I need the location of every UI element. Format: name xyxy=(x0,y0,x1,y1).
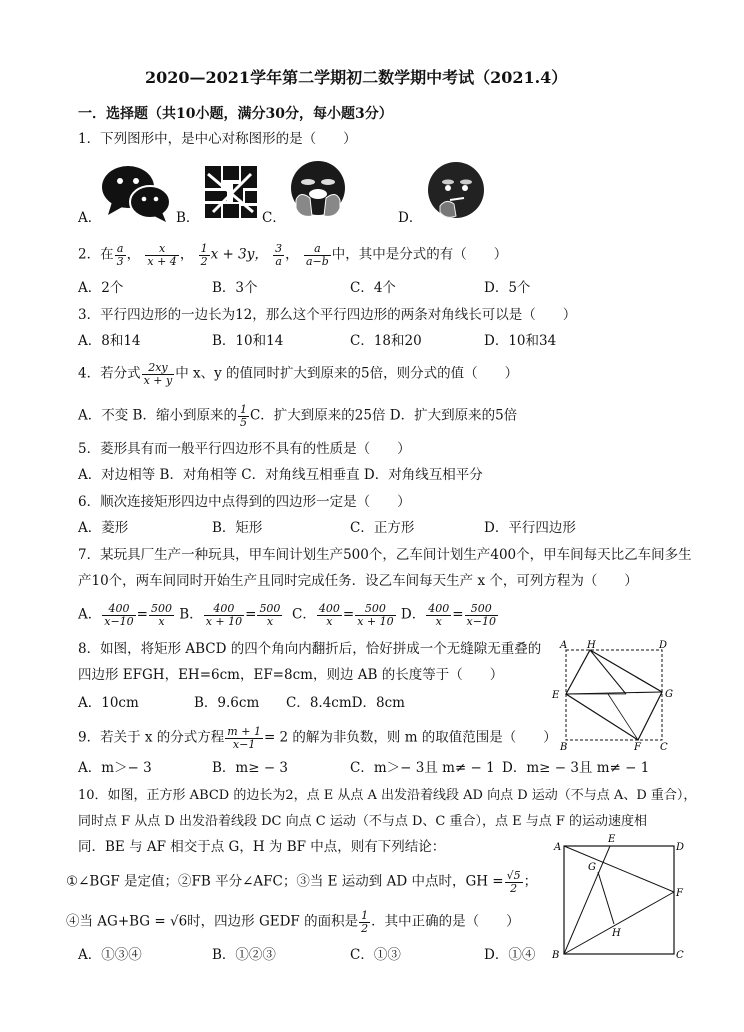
q10-option-a: A．①③④ xyxy=(78,947,142,963)
label-c: C xyxy=(660,742,668,753)
q8-option-a: A．10cm xyxy=(78,695,139,711)
q10-option-d: D．①④ xyxy=(484,947,536,963)
q2-option-c: C．4个 xyxy=(350,280,396,296)
q2-option-b: B．3个 xyxy=(212,280,258,296)
emoji-thinking-face-icon xyxy=(426,160,486,222)
line-bf xyxy=(564,892,674,954)
label-e: E xyxy=(608,834,616,845)
q10-square-figure xyxy=(548,832,688,962)
q8-line2: 四边形 EFGH，EH=6cm，EF=8cm，则边 AB 的长度等于（ ） xyxy=(78,667,504,683)
q1-option-d: D． xyxy=(398,210,423,226)
label-g: G xyxy=(588,862,596,873)
q4-options: A．不变 B．缩小到原来的 $\frac{1}{5}$ C．扩大到原来的25倍 D．扩大到原来的5倍 xyxy=(78,403,518,429)
q9-option-c: C．m＞− 3且 m≠ − 1 xyxy=(350,760,495,776)
q7-line1: 7．某玩具厂生产一种玩具，甲车间计划生产500个，乙车间计划生产400个，甲车间每天比乙车间多生 xyxy=(78,547,692,563)
fold-line-3 xyxy=(608,694,638,740)
label-b: B xyxy=(560,742,568,753)
q1-stem: 1．下列图形中，是中心对称图形的是（ ） xyxy=(78,131,357,147)
q3-stem: 3．平行四边形的一边长为12，那么这个平行四边形的两条对角线长可以是（ ） xyxy=(78,307,577,323)
q2-option-a: A．2个 xyxy=(78,280,124,296)
q10-conclusion-1: ①∠BGF 是定值；②FB 平分∠AFC；③当 E 运动到 AD 中点时，GH = $\frac{√5}{2}$ ； xyxy=(66,869,538,895)
label-a: A xyxy=(560,640,568,651)
q7-line2: 产10个，两车间同时开始生产且同时完成任务．设乙车间每天生产 x 个，可列方程为（ ） xyxy=(78,573,638,589)
q3-option-a: A．8和14 xyxy=(78,333,141,349)
q8-rectangle-figure xyxy=(548,638,678,758)
q3-option-b: B．10和14 xyxy=(212,333,284,349)
q6-option-a: A．菱形 xyxy=(78,520,129,536)
label-b: B xyxy=(552,950,560,961)
q4-stem: 4．若分式 $\frac{2xy}{x + y}$ 中 x、y 的值同时扩大到原来的5倍，则分式的值（ ） xyxy=(78,361,519,387)
q9-option-d: D．m≥ − 3且 m≠ − 1 xyxy=(502,760,650,776)
line-af xyxy=(564,846,674,892)
q6-option-b: B．矩形 xyxy=(212,520,263,536)
line-gh xyxy=(598,872,614,924)
q7-options: A． $\frac{400}{x-10}$ = $\frac{500}{x}$ B． $\frac{400}{x + 10}$ = $\frac{500}{x}$ C． $\frac{400}{x}$ = $\frac{500}{x + 10}$ D． $\frac{400}{x}$ = $\frac{500}{x-10}$ xyxy=(78,602,496,628)
q1-option-a: A． xyxy=(78,210,102,226)
q8-option-b: B．9.6cm xyxy=(194,695,260,711)
q2-stem: 2．在 $\frac{a}{3}$ ， $\frac{x}{x + 4}$ ， $\frac{1}{2}$ x + 3y， $\frac{3}{a}$ ， $\frac{a}{a-b}$ 中，其中是分式的有（ ） xyxy=(78,242,508,268)
q8-line1: 8．如图，将矩形 ABCD 的四个角向内翻折后，恰好拼成一个无缝隙无重叠的 xyxy=(78,641,542,657)
q6-stem: 6．顺次连接矩形四边中点得到的四边形一定是（ ） xyxy=(78,494,411,510)
q10-line2: 同时点 F 从点 D 出发沿着线段 DC 向点 C 运动（不与点 D、C 重合），点 E 与点 F 的运动速度相 xyxy=(78,814,647,829)
q2-option-d: D．5个 xyxy=(484,280,531,296)
label-f: F xyxy=(634,742,641,753)
q9-option-a: A．m＞− 3 xyxy=(78,760,152,776)
label-a: A xyxy=(554,842,562,853)
q6-option-c: C．正方形 xyxy=(350,520,415,536)
fold-line-1 xyxy=(590,650,626,694)
q9-stem: 9．若关于 x 的分式方程 $\frac{m + 1}{x-1}$ = 2 的解为非负数，则 m 的取值范围是（ ） xyxy=(78,725,557,751)
page-title: 2020—2021学年第二学期初二数学期中考试（2021.4） xyxy=(145,68,568,87)
label-f: F xyxy=(676,888,683,899)
q10-line3: 同．BE 与 AF 相交于点 G，H 为 BF 中点，则有下列结论： xyxy=(78,839,446,855)
q9-option-b: B．m≥ − 3 xyxy=(212,760,289,776)
q1-option-b: B． xyxy=(176,210,200,226)
q10-line1: 10．如图，正方形 ABCD 的边长为2，点 E 从点 A 出发沿着线段 AD 向点 D 运动（不与点 A、D 重合）， xyxy=(78,788,697,803)
q1-option-c: C． xyxy=(262,210,286,226)
label-h: H xyxy=(612,928,621,939)
quadrilateral-efgh xyxy=(566,650,662,740)
wechat-logo-icon xyxy=(100,160,172,224)
emoji-face-hands-icon xyxy=(288,160,348,222)
label-c: C xyxy=(676,950,684,961)
q8-option-cd: C．8.4cmD．8cm xyxy=(286,695,405,711)
label-d: D xyxy=(659,640,668,651)
q10-option-b: B．①②③ xyxy=(212,947,276,963)
label-d: D xyxy=(676,842,685,853)
label-g: G xyxy=(665,689,673,700)
q3-option-d: D．10和34 xyxy=(484,333,557,349)
q5-stem: 5．菱形具有而一般平行四边形不具有的性质是（ ） xyxy=(78,441,411,457)
label-h: H xyxy=(587,640,596,651)
q3-option-c: C．18和20 xyxy=(350,333,422,349)
label-e: E xyxy=(552,690,560,701)
block-pattern-logo-icon xyxy=(203,164,259,220)
q10-conclusion-2: ④当 AG+BG = √6时，四边形 GEDF 的面积是 $\frac{1}{2}$ ．其中正确的是（ ） xyxy=(66,909,520,935)
section-heading: 一．选择题（共10小题，满分30分，每小题3分） xyxy=(78,106,393,122)
q6-option-d: D．平行四边形 xyxy=(484,520,576,536)
q10-option-c: C．①③ xyxy=(350,947,401,963)
q5-options: A．对边相等 B．对角相等 C．对角线互相垂直 D．对角线互相平分 xyxy=(78,467,483,483)
